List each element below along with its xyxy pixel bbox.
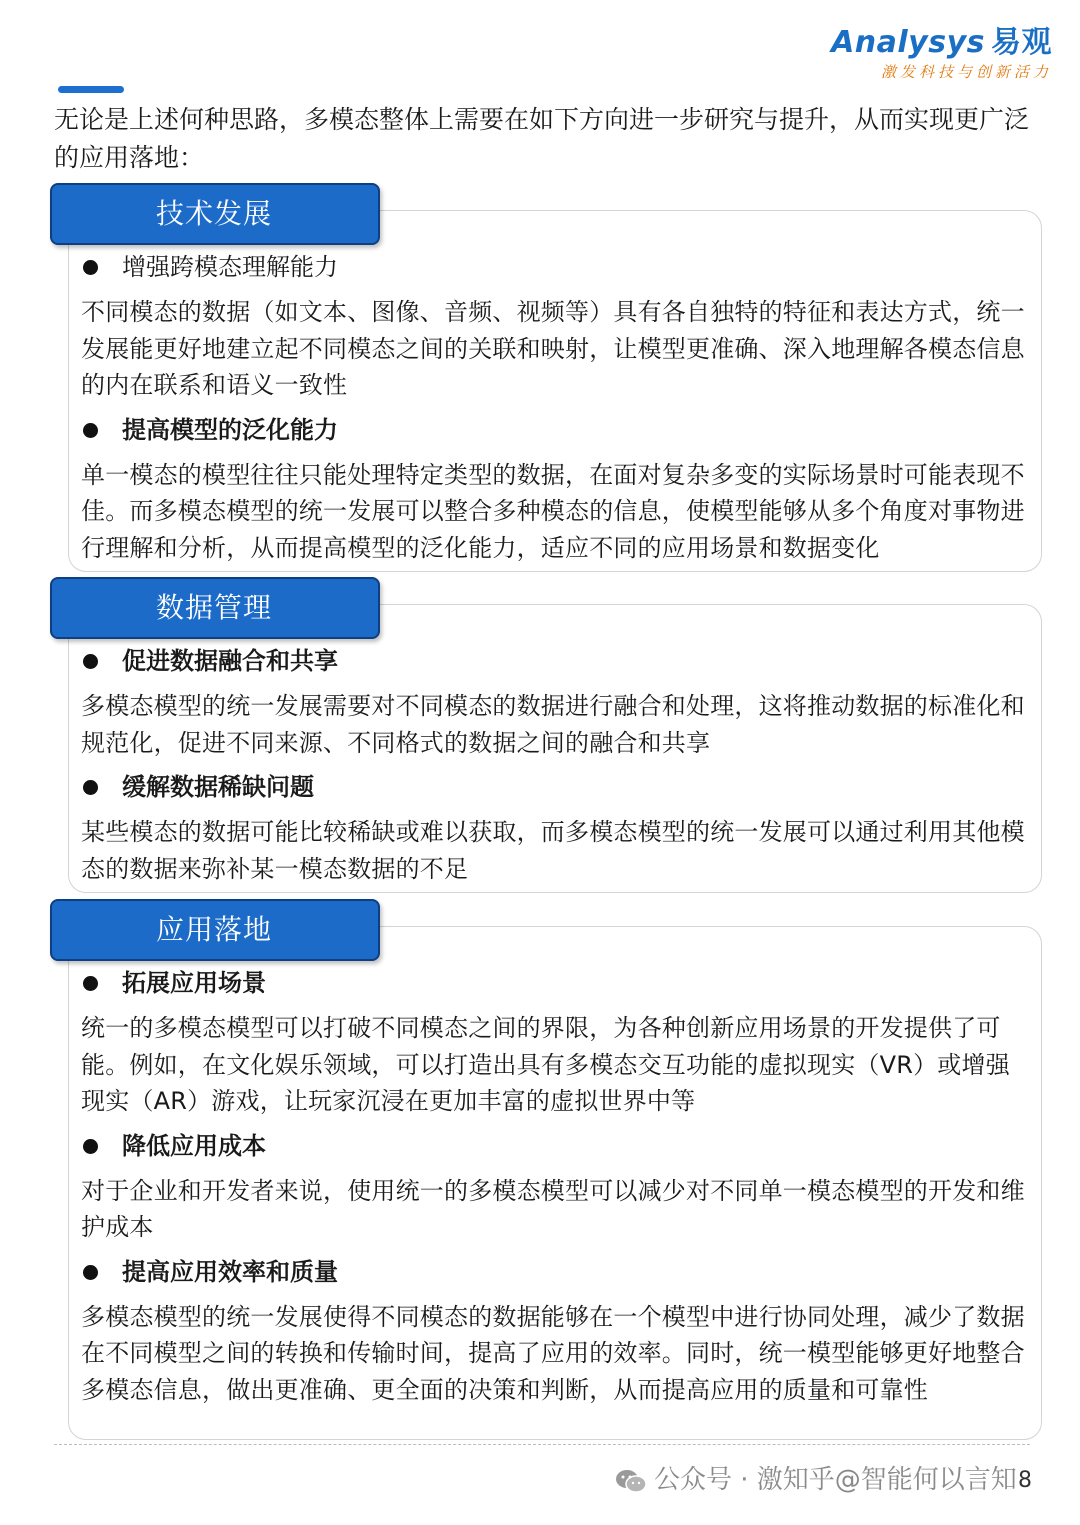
item-heading: 拓展应用场景 — [50, 965, 1042, 1001]
item-heading: 提高模型的泛化能力 — [50, 412, 1042, 448]
item-body: 多模态模型的统一发展使得不同模态的数据能够在一个模型中进行协同处理，减少了数据在不同模型之间的转换和传输时间，提高了应用的效率。同时，统一模型能够更好地整合多模态信息，做出更准确、更全面的决策和判断，从而提高应用的质量和可靠性 — [81, 1302, 1025, 1404]
logo-brand-cn: 易观 — [991, 25, 1052, 60]
section-tab: 应用落地 — [50, 899, 380, 961]
item-body: 多模态模型的统一发展需要对不同模态的数据进行融合和处理，这将推动数据的标准化和规范化，促进不同来源、不同格式的数据之间的融合和共享 — [81, 692, 1025, 757]
page-number: 8 — [1018, 1468, 1032, 1493]
logo-tagline: 激发科技与创新活力 — [880, 63, 1052, 81]
item-body: 对于企业和开发者来说，使用统一的多模态模型可以减少对不同单一模态模型的开发和维护成本 — [81, 1176, 1025, 1241]
item-heading: 降低应用成本 — [50, 1128, 1042, 1164]
section-tab: 数据管理 — [50, 577, 380, 639]
section-content — [50, 965, 1042, 1416]
bullet-icon — [83, 780, 98, 795]
item-heading: 促进数据融合和共享 — [50, 643, 1042, 679]
item-body: 某些模态的数据可能比较稀缺或难以获取，而多模态模型的统一发展可以通过利用其他模态的数据来弥补某一模态数据的不足 — [81, 818, 1025, 883]
section-tab: 技术发展 — [50, 183, 380, 245]
bullet-icon — [83, 654, 98, 669]
footer-divider — [54, 1444, 1030, 1445]
intro-paragraph: 无论是上述何种思路，多模态整体上需要在如下方向进一步研究与提升，从而实现更广泛的应用落地： — [54, 105, 1030, 172]
logo-wordmark — [831, 24, 1052, 62]
wechat-icon — [614, 1468, 648, 1494]
bullet-icon — [83, 1139, 98, 1154]
watermark: 公众号 · 激知乎@智能何以言知 — [614, 1460, 1017, 1500]
bullet-icon — [83, 1265, 98, 1280]
item-heading: 缓解数据稀缺问题 — [50, 769, 1042, 805]
bullet-icon — [83, 423, 98, 438]
item-heading: 提高应用效率和质量 — [50, 1254, 1042, 1290]
accent-bar — [58, 86, 124, 93]
bullet-icon — [83, 976, 98, 991]
brand-logo — [831, 24, 1052, 82]
section-content — [50, 643, 1042, 895]
item-heading: 增强跨模态理解能力 — [50, 249, 1042, 285]
bullet-icon — [83, 260, 98, 275]
item-body: 不同模态的数据（如文本、图像、音频、视频等）具有各自独特的特征和表达方式，统一发展能更好地建立起不同模态之间的关联和映射，让模型更准确、深入地理解各模态信息的内在联系和语义一致性 — [81, 298, 1025, 399]
item-body: 单一模态的模型往往只能处理特定类型的数据，在面对复杂多变的实际场景时可能表现不佳。而多模态模型的统一发展可以整合多种模态的信息，使模型能够从多个角度对事物进行理解和分析，从而提高模型的泛化能力，适应不同的应用场景和数据变化 — [81, 460, 1025, 562]
section-content — [50, 249, 1042, 574]
logo-brand: Analysys — [831, 25, 985, 60]
item-body: 统一的多模态模型可以打破不同模态之间的界限，为各种创新应用场景的开发提供了可能。例如，在文化娱乐领域，可以打造出具有多模态交互功能的虚拟现实（VR）或增强现实（AR）游戏，让玩家沉浸在更加丰富的虚拟世界中等 — [81, 1014, 1010, 1115]
